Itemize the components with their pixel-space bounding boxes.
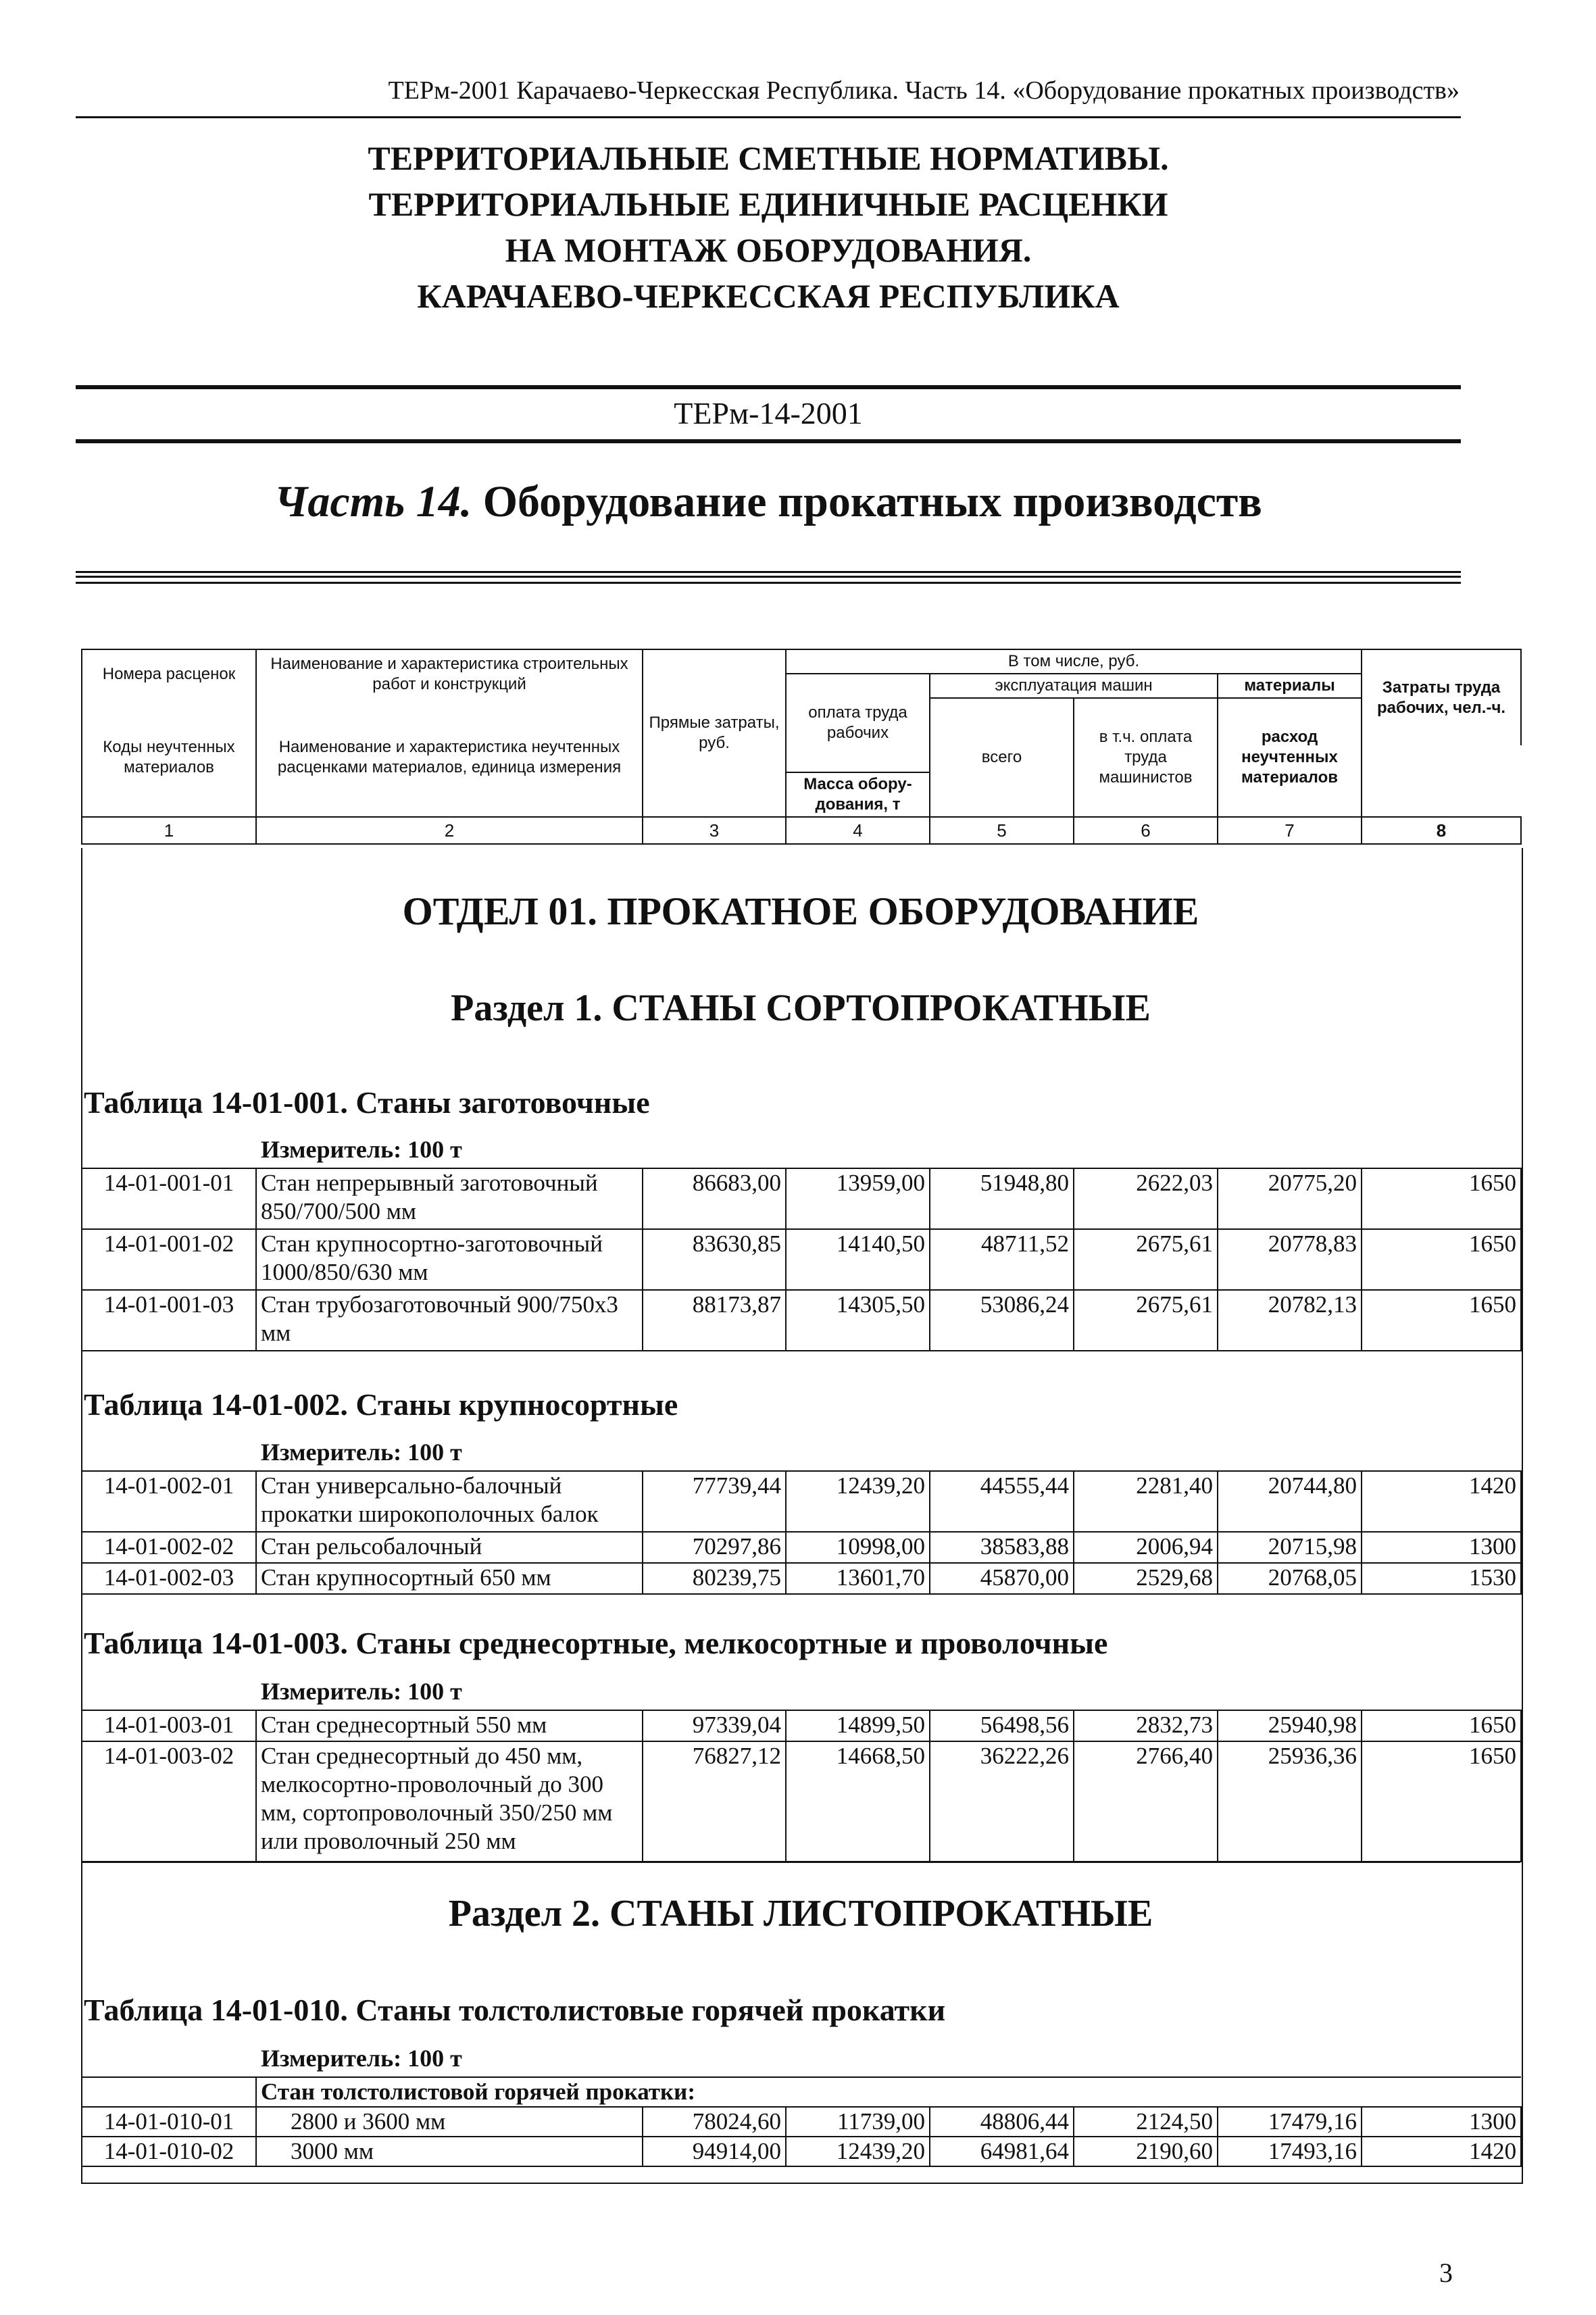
rate-code: 14-01-003-01 bbox=[82, 1710, 256, 1741]
direct-costs: 86683,00 bbox=[643, 1168, 786, 1229]
worker-pay: 14899,50 bbox=[786, 1710, 930, 1741]
header-work-name: Наименование и характеристика строительных работ и конструкций bbox=[256, 649, 643, 698]
worker-pay: 14305,50 bbox=[786, 1290, 930, 1351]
header-including: В том числе, руб. bbox=[786, 649, 1362, 674]
machines-total: 64981,64 bbox=[930, 2137, 1074, 2166]
direct-costs: 97339,04 bbox=[643, 1710, 786, 1741]
header-materials: материалы bbox=[1218, 674, 1362, 698]
column-number: 4 bbox=[786, 817, 930, 844]
direct-costs: 77739,44 bbox=[643, 1471, 786, 1532]
materials-cost: 20782,13 bbox=[1218, 1290, 1362, 1351]
rate-code: 14-01-002-02 bbox=[82, 1532, 256, 1563]
rates-table bbox=[81, 1710, 1522, 1862]
rate-code: 14-01-010-02 bbox=[82, 2137, 256, 2166]
materials-cost: 20744,80 bbox=[1218, 1471, 1362, 1532]
group-row bbox=[82, 2077, 1521, 2107]
table-row bbox=[82, 1741, 1521, 1862]
machines-total: 36222,26 bbox=[930, 1741, 1074, 1862]
worker-pay: 10998,00 bbox=[786, 1532, 930, 1563]
machines-total: 44555,44 bbox=[930, 1471, 1074, 1532]
worker-pay: 13601,70 bbox=[786, 1563, 930, 1594]
header-rule bbox=[76, 116, 1461, 118]
page-number: 3 bbox=[1439, 2258, 1453, 2288]
part-name: Оборудование прокатных производств bbox=[482, 477, 1262, 526]
labor-costs: 1420 bbox=[1362, 1471, 1521, 1532]
table-row bbox=[82, 1471, 1521, 1532]
direct-costs: 70297,86 bbox=[643, 1532, 786, 1563]
materials-cost: 25936,36 bbox=[1218, 1741, 1362, 1862]
code-rule-bottom bbox=[76, 439, 1461, 443]
rate-name: Стан крупносортный 650 мм bbox=[256, 1563, 643, 1594]
machines-total: 38583,88 bbox=[930, 1532, 1074, 1563]
rates-table bbox=[81, 2076, 1522, 2167]
table-row bbox=[82, 1532, 1521, 1563]
rate-name: 3000 мм bbox=[256, 2137, 643, 2166]
machines-total: 48711,52 bbox=[930, 1229, 1074, 1290]
direct-costs: 76827,12 bbox=[643, 1741, 786, 1862]
part-rule bbox=[76, 571, 1461, 584]
worker-pay: 12439,20 bbox=[786, 1471, 930, 1532]
department-heading: ОТДЕЛ 01. ПРОКАТНОЕ ОБОРУДОВАНИЕ bbox=[402, 889, 1199, 933]
header-operator-pay: в т.ч. оплата труда машинистов bbox=[1074, 698, 1218, 817]
operator-pay: 2281,40 bbox=[1074, 1471, 1218, 1532]
title-line: КАРАЧАЕВО-ЧЕРКЕССКАЯ РЕСПУБЛИКА bbox=[417, 277, 1120, 315]
direct-costs: 80239,75 bbox=[643, 1563, 786, 1594]
part-prefix: Часть 14. bbox=[274, 477, 472, 526]
operator-pay: 2006,94 bbox=[1074, 1532, 1218, 1563]
measure-unit: Измеритель: 100 т bbox=[261, 1439, 462, 1466]
operator-pay: 2766,40 bbox=[1074, 1741, 1218, 1862]
rate-name: 2800 и 3600 мм bbox=[256, 2107, 643, 2137]
header-labor-costs: Затраты труда рабочих, чел.-ч. bbox=[1362, 649, 1521, 745]
materials-cost: 17493,16 bbox=[1218, 2137, 1362, 2166]
header-rate-numbers: Номера расценок bbox=[82, 649, 256, 698]
machines-total: 51948,80 bbox=[930, 1168, 1074, 1229]
measure-unit: Измеритель: 100 т bbox=[261, 2045, 462, 2072]
column-number: 2 bbox=[256, 817, 643, 844]
rate-code: 14-01-003-02 bbox=[82, 1741, 256, 1862]
operator-pay: 2675,61 bbox=[1074, 1290, 1218, 1351]
machines-total: 53086,24 bbox=[930, 1290, 1074, 1351]
table-row bbox=[82, 1229, 1521, 1290]
table-title: Таблица 14-01-010. Станы толстолистовые горячей прокатки bbox=[84, 1993, 946, 2027]
machines-total: 48806,44 bbox=[930, 2107, 1074, 2137]
worker-pay: 14140,50 bbox=[786, 1229, 930, 1290]
materials-cost: 20768,05 bbox=[1218, 1563, 1362, 1594]
labor-costs: 1650 bbox=[1362, 1290, 1521, 1351]
machines-total: 45870,00 bbox=[930, 1563, 1074, 1594]
materials-cost: 20715,98 bbox=[1218, 1532, 1362, 1563]
header-machines: эксплуатация машин bbox=[930, 674, 1218, 698]
part-title bbox=[76, 476, 1461, 528]
rate-name: Стан непрерывный заготовочный 850/700/500 мм bbox=[256, 1168, 643, 1229]
table-row bbox=[82, 1168, 1521, 1229]
rate-name: Стан рельсобалочный bbox=[256, 1532, 643, 1563]
worker-pay: 11739,00 bbox=[786, 2107, 930, 2137]
measure-unit: Измеритель: 100 т bbox=[261, 1136, 462, 1163]
column-number: 5 bbox=[930, 817, 1074, 844]
worker-pay: 14668,50 bbox=[786, 1741, 930, 1862]
header-direct-costs: Прямые затраты, руб. bbox=[643, 649, 786, 817]
title-line: НА МОНТАЖ ОБОРУДОВАНИЯ. bbox=[505, 231, 1032, 269]
labor-costs: 1530 bbox=[1362, 1563, 1521, 1594]
section-heading: Раздел 2. СТАНЫ ЛИСТОПРОКАТНЫЕ bbox=[448, 1893, 1153, 1935]
worker-pay: 13959,00 bbox=[786, 1168, 930, 1229]
table-title: Таблица 14-01-002. Станы крупносортные bbox=[84, 1387, 678, 1422]
header-machines-total: всего bbox=[930, 698, 1074, 817]
rate-code: 14-01-001-02 bbox=[82, 1229, 256, 1290]
labor-costs: 1650 bbox=[1362, 1741, 1521, 1862]
direct-costs: 78024,60 bbox=[643, 2107, 786, 2137]
table-row bbox=[82, 2137, 1521, 2166]
machines-total: 56498,56 bbox=[930, 1710, 1074, 1741]
measure-unit: Измеритель: 100 т bbox=[261, 1678, 462, 1705]
rate-name: Стан среднесортный до 450 мм, мелкосортно-проволочный до 300 мм, сортопроволочный 350/250 мм или проволочный 250 мм bbox=[256, 1741, 643, 1862]
table-title: Таблица 14-01-001. Станы заготовочные bbox=[84, 1085, 650, 1120]
column-number: 6 bbox=[1074, 817, 1218, 844]
table-title: Таблица 14-01-003. Станы среднесортные, мелкосортные и проволочные bbox=[84, 1626, 1108, 1660]
section-divider bbox=[81, 1862, 1520, 1863]
document-code: ТЕРм-14-2001 bbox=[674, 396, 863, 430]
title-line: ТЕРРИТОРИАЛЬНЫЕ ЕДИНИЧНЫЕ РАСЦЕНКИ bbox=[368, 185, 1168, 223]
direct-costs: 83630,85 bbox=[643, 1229, 786, 1290]
operator-pay: 2622,03 bbox=[1074, 1168, 1218, 1229]
table-row bbox=[82, 2107, 1521, 2137]
direct-costs: 88173,87 bbox=[643, 1290, 786, 1351]
operator-pay: 2529,68 bbox=[1074, 1563, 1218, 1594]
rate-code: 14-01-002-03 bbox=[82, 1563, 256, 1594]
rates-table bbox=[81, 1168, 1522, 1351]
labor-costs: 1420 bbox=[1362, 2137, 1521, 2166]
rate-code: 14-01-002-01 bbox=[82, 1471, 256, 1532]
group-label: Стан толстолистовой горячей прокатки: bbox=[256, 2077, 1521, 2107]
labor-costs: 1650 bbox=[1362, 1710, 1521, 1741]
document-title bbox=[76, 135, 1461, 319]
labor-costs: 1650 bbox=[1362, 1229, 1521, 1290]
worker-pay: 12439,20 bbox=[786, 2137, 930, 2166]
operator-pay: 2190,60 bbox=[1074, 2137, 1218, 2166]
title-line: ТЕРРИТОРИАЛЬНЫЕ СМЕТНЫЕ НОРМАТИВЫ. bbox=[368, 139, 1169, 177]
rates-table bbox=[81, 1470, 1522, 1595]
materials-cost: 17479,16 bbox=[1218, 2107, 1362, 2137]
rate-name: Стан универсально-балочный прокатки широкополочных балок bbox=[256, 1471, 643, 1532]
code-rule-top bbox=[76, 385, 1461, 389]
rate-name: Стан крупносортно-заготовочный 1000/850/630 мм bbox=[256, 1229, 643, 1290]
labor-costs: 1650 bbox=[1362, 1168, 1521, 1229]
header-equipment-mass: Масса обору-дования, т bbox=[786, 772, 930, 817]
rate-code: 14-01-001-01 bbox=[82, 1168, 256, 1229]
header-material-consumption: расход неучтенных материалов bbox=[1218, 698, 1362, 817]
column-number: 3 bbox=[643, 817, 786, 844]
column-header-table bbox=[81, 649, 1522, 845]
direct-costs: 94914,00 bbox=[643, 2137, 786, 2166]
table-row bbox=[82, 1710, 1521, 1741]
header-worker-pay: оплата труда рабочих bbox=[786, 674, 930, 772]
rate-code: 14-01-010-01 bbox=[82, 2107, 256, 2137]
labor-costs: 1300 bbox=[1362, 1532, 1521, 1563]
column-number: 7 bbox=[1218, 817, 1362, 844]
labor-costs: 1300 bbox=[1362, 2107, 1521, 2137]
rate-code: 14-01-001-03 bbox=[82, 1290, 256, 1351]
materials-cost: 20778,83 bbox=[1218, 1229, 1362, 1290]
rate-name: Стан трубозаготовочный 900/750х3 мм bbox=[256, 1290, 643, 1351]
column-number: 8 bbox=[1362, 817, 1521, 844]
header-material-codes: Коды неучтенных материалов bbox=[82, 698, 256, 817]
running-header: ТЕРм-2001 Карачаево-Черкесская Республика. Часть 14. «Оборудование прокатных производств» bbox=[388, 76, 1460, 105]
column-number: 1 bbox=[82, 817, 256, 844]
operator-pay: 2675,61 bbox=[1074, 1229, 1218, 1290]
operator-pay: 2124,50 bbox=[1074, 2107, 1218, 2137]
table-row bbox=[82, 1290, 1521, 1351]
table-row bbox=[82, 1563, 1521, 1594]
header-material-name: Наименование и характеристика неучтенных расценками материалов, единица измерения bbox=[256, 698, 643, 817]
materials-cost: 20775,20 bbox=[1218, 1168, 1362, 1229]
rate-name: Стан среднесортный 550 мм bbox=[256, 1710, 643, 1741]
section-heading: Раздел 1. СТАНЫ СОРТОПРОКАТНЫЕ bbox=[451, 987, 1151, 1029]
operator-pay: 2832,73 bbox=[1074, 1710, 1218, 1741]
materials-cost: 25940,98 bbox=[1218, 1710, 1362, 1741]
